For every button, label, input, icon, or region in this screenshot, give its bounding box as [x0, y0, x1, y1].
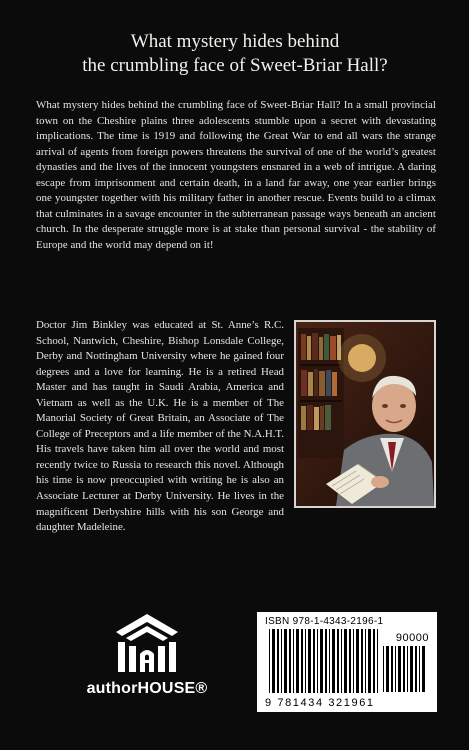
- author-photo-illustration: [296, 322, 434, 506]
- authorhouse-logo-icon: [112, 612, 182, 674]
- barcode-bars: [269, 629, 381, 693]
- publisher-wordmark: authorHOUSE®: [86, 680, 208, 697]
- isbn-label: ISBN 978-1-4343-2196-1: [265, 616, 384, 627]
- price-code: 90000: [395, 632, 429, 644]
- headline-line-1: What mystery hides behind: [130, 31, 340, 52]
- barcode-number: 9 781434 321961: [265, 697, 375, 709]
- author-bio-section: [36, 318, 436, 536]
- publisher-logo: [82, 612, 212, 722]
- author-bio: Doctor Jim Binkley was educated at St. Anne’s R.C. School, Nantwich, Cheshire, Bishop Lonsdale College, Derby and Nottingham University where he gained four degrees and a love for learning. He is a retired Head Master and has taught in Saudi Arabia, America and Vietnam as well as the U.K. He is a member of The Manorial Society of Great Britain, an Associate of The College of Preceptors and a life member of the N.A.H.T. His travels have taken him all over the world and most recently twice to Russia to research this novel. Although his time is now preoccupied with writing he is also an Associate Lecturer at Derby University. He lives in the magnificent Derbyshire hills with his son George and daughter Madeleine.: [36, 319, 284, 534]
- headline: [30, 30, 440, 78]
- headline-line-2: the crumbling face of Sweet-Briar Hall?: [82, 55, 388, 76]
- synopsis-blurb: What mystery hides behind the crumbling face of Sweet-Briar Hall? In a small provincial town on the Cheshire plains three adolescents stumble upon a secret with devastating implications. The time is 1919 and following the Great War to end all wars the strange arrival of agents from foreign powers threatens the survival of one of the world’s greatest dynasties and the lives of the innocent youngsters ensnared in a web of intrigue. A daring escape from imprisonment and certain death, in a land far away, one year earlier brings one youngster together with his military father in another rescue. Events build to a climax that culminates in a savage encounter in the subterranean passage ways beneath an ancient church. In the desperate struggle more is at stake than personal survival - the stability of Europe and the world may depend on it!: [36, 99, 436, 251]
- barcode-addon-bars: [383, 646, 427, 692]
- author-photo: [294, 320, 436, 508]
- isbn-barcode: [257, 612, 437, 712]
